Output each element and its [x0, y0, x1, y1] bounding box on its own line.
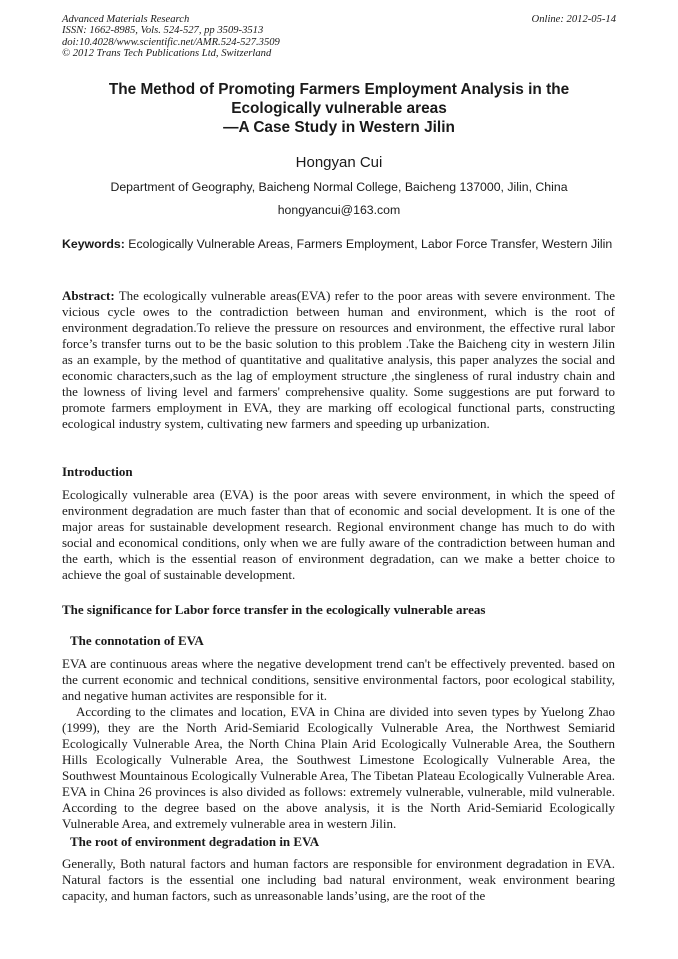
connotation-paragraph [62, 656, 615, 832]
keywords-label: Keywords: [62, 237, 125, 251]
introduction-paragraph: Ecologically vulnerable area (EVA) is the poor areas with severe environment, in which the speed of environment degradation are much faster than that of economic and social development. It is one of the major areas for sustainable development research. Regional environment change has much to do with social and economical conditions, only when we are fully aware of the contradiction between human and the earth, which is the essential reason of environment degradation, can we make a better choice to achieve the goal of sustainable development. [62, 487, 615, 582]
online-date: Online: 2012-05-14 [531, 14, 616, 25]
paper-title [62, 80, 616, 137]
journal-header [62, 14, 616, 60]
significance-heading: The significance for Labor force transfer in the ecologically vulnerable areas [62, 602, 486, 617]
abstract-block [62, 288, 615, 432]
journal-name: Advanced Materials Research [62, 14, 190, 25]
keywords-block [62, 236, 615, 252]
author-affiliation: Department of Geography, Baicheng Normal College, Baicheng 137000, Jilin, China [110, 180, 568, 194]
connotation-heading: The connotation of EVA [70, 633, 204, 648]
root-heading: The root of environment degradation in EVA [70, 834, 320, 849]
title-subtitle: —A Case Study in Western Jilin [223, 119, 455, 136]
doi-line: doi:10.4028/www.scientific.net/AMR.524-527.3509 [62, 36, 280, 48]
author-name: Hongyan Cui [295, 154, 383, 171]
author-email: hongyancui@163.com [277, 203, 401, 217]
abstract-text: The ecologically vulnerable areas(EVA) refer to the poor areas with severe environment. The vicious cycle owes to the contradiction between human and environment, which is the root of environment degradation.To relieve the pressure on resources and environment, the effective rural labor force’s transfer turns out to be the basic solution to this problem .Take the Baicheng city in western Jilin as an example, by the method of quantitative and qualitative analysis, this paper analyzes the social and economic characters,such as the lag of employment structure ,the singleness of rural industry chain and the lowness of living level and farmers' comprehensive quality. Some suggestions are put forward to promote farmers employment in EVA, they are marking off ecological functional parts, constructing ecological industry system, cultivating new farmers and speeding up urbanization. [62, 288, 615, 431]
connotation-text-1: EVA are continuous areas where the negative development trend can't be effectively prevented. based on the current economic and technical conditions, sensitive environmental factors, poor ecological stability, and negative human activites are responsible for it. [62, 656, 615, 703]
introduction-heading: Introduction [62, 464, 133, 479]
title-line-1: The Method of Promoting Farmers Employment Analysis in the [108, 81, 570, 98]
copyright-line: © 2012 Trans Tech Publications Ltd, Switzerland [62, 48, 272, 60]
issn-line: ISSN: 1662-8985, Vols. 524-527, pp 3509-3513 [62, 25, 264, 37]
connotation-text-2: According to the climates and location, EVA in China are divided into seven types by Yuelong Zhao (1999), they are the North Arid-Semiarid Ecologically Vulnerable Area, the Northwest Semiarid Ecologically Vulnerable Area, the North China Plain Arid Ecologically Vulnerable Area, the Southern Hills Ecologically Vulnerable Area, the Southwest Limestone Ecologically Vulnerable Area, the Southwest Mountainous Ecologically Vulnerable Area, The Tibetan Plateau Ecologically Vulnerable Area. EVA in China 26 provinces is also divided as follows: extremely vulnerable, vulnerable, mild vulnerable. According to the degree based on the above analysis, it is the North Arid-Semiarid Ecologically Vulnerable Area, and extremely vulnerable area in western Jilin. [62, 704, 615, 831]
root-paragraph: Generally, Both natural factors and human factors are responsible for environment degradation in EVA. Natural factors is the essential one including bad natural environment, weak environment bearing capacity, and human factors, such as unreasonable lands’using, are the root of the [62, 856, 615, 903]
title-line-2: Ecologically vulnerable areas [231, 100, 447, 117]
abstract-label: Abstract: [62, 288, 115, 303]
keywords-text: Ecologically Vulnerable Areas, Farmers Employment, Labor Force Transfer, Western Jilin [128, 237, 613, 251]
